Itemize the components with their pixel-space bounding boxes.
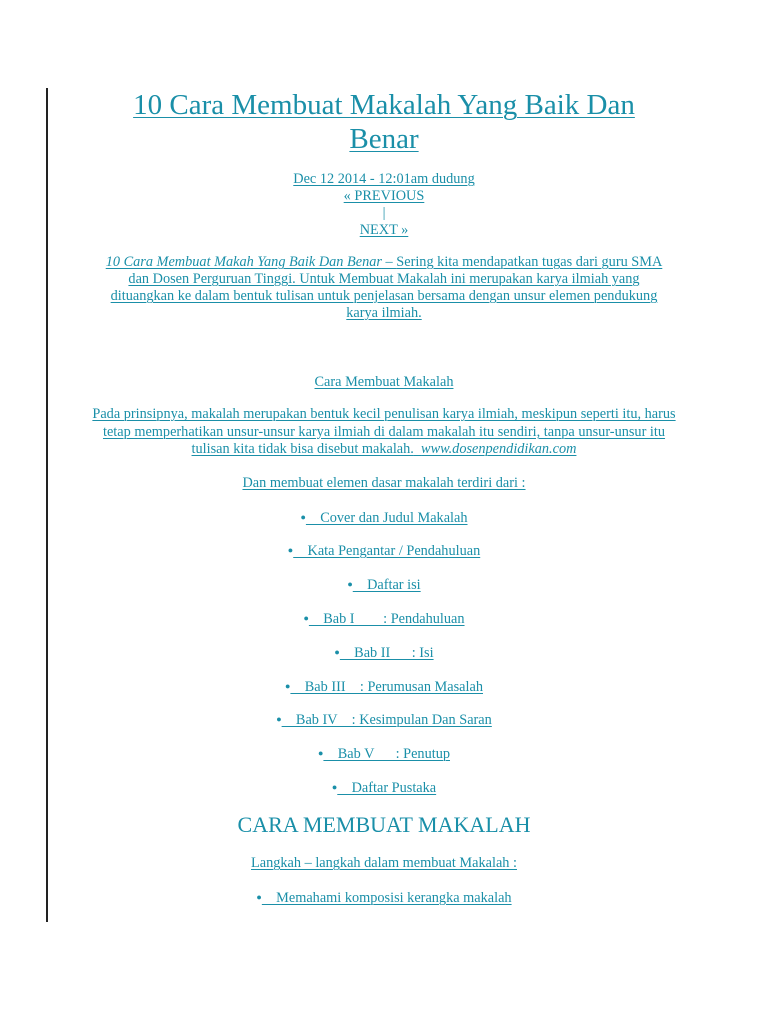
list-item-label[interactable]: Bab I : Pendahuluan bbox=[308, 611, 465, 627]
list-item-label[interactable]: Bab V : Penutup bbox=[323, 746, 450, 762]
previous-link-row[interactable] bbox=[80, 188, 688, 205]
principle-paragraph[interactable] bbox=[90, 406, 678, 459]
nav-separator: | bbox=[382, 205, 386, 221]
bullet-dot-icon: ● bbox=[334, 647, 340, 657]
list-item-label[interactable]: Daftar Pustaka bbox=[337, 780, 437, 796]
article-meta-link[interactable] bbox=[80, 171, 688, 188]
list-item-label[interactable]: Daftar isi bbox=[352, 577, 421, 593]
list-item-label[interactable]: Bab II : Isi bbox=[339, 645, 434, 661]
left-margin-rule bbox=[46, 88, 48, 922]
bullet-dot-icon: ● bbox=[331, 782, 338, 792]
previous-link[interactable]: « PREVIOUS bbox=[343, 188, 425, 204]
list-item[interactable] bbox=[80, 889, 688, 907]
elements-intro[interactable]: Dan membuat elemen dasar makalah terdiri dari : bbox=[242, 475, 526, 491]
bullet-dot-icon: ● bbox=[276, 714, 282, 724]
article-meta[interactable]: Dec 12 2014 - 12:01am dudung bbox=[293, 171, 475, 187]
steps-intro[interactable]: Langkah – langkah dalam membuat Makalah : bbox=[251, 855, 517, 871]
source-link[interactable]: www.dosenpendidikan.com bbox=[421, 441, 577, 457]
list-item[interactable] bbox=[80, 576, 688, 594]
list-item[interactable] bbox=[80, 610, 688, 628]
list-item-label[interactable]: Bab IV : Kesimpulan Dan Saran bbox=[281, 712, 492, 728]
list-item[interactable] bbox=[80, 644, 688, 662]
intro-paragraph[interactable] bbox=[95, 254, 673, 322]
list-item[interactable] bbox=[80, 678, 688, 696]
section-heading: CARA MEMBUAT MAKALAH bbox=[237, 812, 531, 837]
section-label[interactable]: Cara Membuat Makalah bbox=[314, 374, 454, 390]
intro-italic-title[interactable]: 10 Cara Membuat Makah Yang Baik Dan Benar bbox=[105, 254, 382, 270]
bullet-dot-icon: ● bbox=[284, 681, 291, 691]
intro-dash: – bbox=[381, 254, 397, 270]
list-item-label[interactable]: Bab III : Perumusan Masalah bbox=[290, 679, 483, 695]
bullet-dot-icon: ● bbox=[347, 579, 353, 589]
bullet-dot-icon: ● bbox=[303, 613, 309, 623]
list-item[interactable] bbox=[80, 542, 688, 560]
steps-intro-row[interactable] bbox=[80, 855, 688, 872]
principle-text[interactable]: Pada prinsipnya, makalah merupakan bentuk kecil penulisan karya ilmiah, meskipun seperti itu, harus tetap memperhatikan unsur-unsur karya ilmiah di dalam makalah itu sendiri, tanpa unsur-unsur itu tulisan kita tidak bisa disebut makalah. bbox=[92, 406, 676, 457]
list-item[interactable] bbox=[80, 745, 688, 763]
bullet-dot-icon: ● bbox=[287, 545, 294, 555]
next-link-row[interactable] bbox=[80, 222, 688, 239]
list-item-label[interactable]: Memahami komposisi kerangka makalah bbox=[261, 890, 512, 906]
list-item[interactable] bbox=[80, 711, 688, 729]
list-item[interactable] bbox=[80, 509, 688, 527]
bullet-dot-icon: ● bbox=[317, 748, 324, 758]
list-item-label[interactable]: Cover dan Judul Makalah bbox=[305, 510, 468, 526]
list-item-label[interactable]: Kata Pengantar / Pendahuluan bbox=[293, 543, 481, 559]
list-item[interactable] bbox=[80, 779, 688, 797]
next-link[interactable]: NEXT » bbox=[359, 222, 409, 238]
section-label-row[interactable] bbox=[80, 374, 688, 391]
bullet-dot-icon: ● bbox=[256, 892, 262, 902]
elements-intro-row[interactable] bbox=[80, 475, 688, 492]
intro-text[interactable]: Sering kita mendapatkan tugas dari guru SMA dan Dosen Perguruan Tinggi. Untuk Membuat Makalah ini merupakan karya ilmiah yang dituangkan ke dalam bentuk tulisan untuk penjelasan bersama dengan unsur elemen pendukung karya ilmiah. bbox=[110, 254, 663, 321]
nav-separator-row bbox=[80, 205, 688, 222]
bullet-dot-icon: ● bbox=[300, 512, 306, 522]
article-title[interactable]: 10 Cara Membuat Makalah Yang Baik Dan Benar bbox=[133, 89, 635, 155]
